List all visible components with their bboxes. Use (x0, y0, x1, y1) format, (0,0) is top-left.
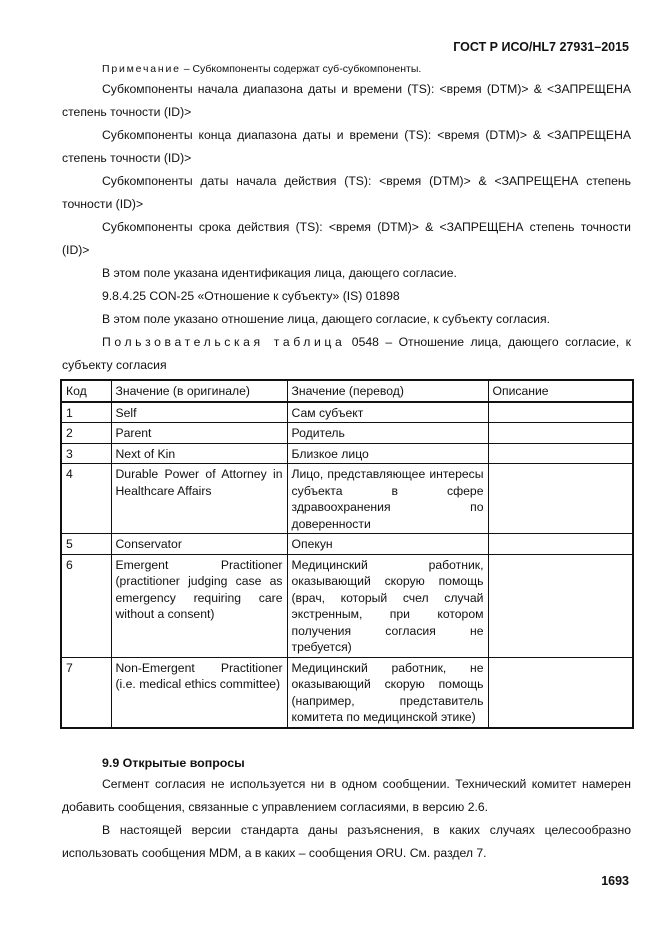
cell-original: Next of Kin (111, 443, 287, 464)
paragraph-identification: В этом поле указана идентификация лица, дающего согласие. (102, 266, 457, 280)
cell-translation: Опекун (287, 534, 488, 555)
cell-code: 3 (61, 443, 111, 464)
cell-description (488, 554, 633, 657)
cell-description (488, 464, 633, 534)
table-caption (62, 331, 631, 377)
cell-code: 2 (61, 423, 111, 444)
table-row (61, 464, 633, 534)
paragraph-action-term: Субкомпоненты срока действия (TS): <время (DTM)> & <ЗАПРЕЩЕНА степень точности (ID)> (62, 220, 631, 257)
section-heading: 9.9 Открытые вопросы (102, 755, 245, 770)
cell-original: Emergent Practitioner (practitioner judging case as emergency requiring care without a consent) (111, 554, 287, 657)
cell-code: 6 (61, 554, 111, 657)
cell-code: 4 (61, 464, 111, 534)
cell-original: Non-Emergent Practitioner (i.e. medical ethics committee) (111, 657, 287, 728)
header-translation: Значение (перевод) (287, 380, 488, 402)
cell-translation: Медицинский работник, не оказывающий скорую помощь (например, представитель комитета по медицинской этике) (287, 657, 488, 728)
note-label: Примечание (102, 63, 181, 75)
table-row (61, 657, 633, 728)
table-row (61, 554, 633, 657)
cell-original: Conservator (111, 534, 287, 555)
cell-description (488, 657, 633, 728)
paragraph-action-start: Субкомпоненты даты начала действия (TS): <время (DTM)> & <ЗАПРЕЩЕНА степень точности (ID)> (62, 174, 631, 211)
cell-original: Parent (111, 423, 287, 444)
paragraph-ts-end: Субкомпоненты конца диапазона даты и времени (TS): <время (DTM)> & <ЗАПРЕЩЕНА степень точности (ID)> (62, 128, 631, 165)
table-header-row (61, 380, 633, 402)
cell-translation: Близкое лицо (287, 443, 488, 464)
note (62, 60, 631, 78)
header-original: Значение (в оригинале) (111, 380, 287, 402)
table-row (61, 534, 633, 555)
table-caption-label: Пользовательская таблица (102, 335, 346, 349)
section-paragraph-1: Сегмент согласия не используется ни в одном сообщении. Технический комитет намерен добавить сообщения, связанные с управлением согласиями, в версию 2.6. (62, 776, 631, 814)
cell-original: Self (111, 402, 287, 423)
document-header: ГОСТ Р ИСО/HL7 27931–2015 (453, 40, 629, 54)
table-row (61, 443, 633, 464)
cell-translation: Медицинский работник, оказывающий скорую помощь (врач, который счел случай экстренным, при котором получения согласия не требуется) (287, 554, 488, 657)
table-row (61, 423, 633, 444)
page-content (62, 60, 631, 865)
cell-translation: Родитель (287, 423, 488, 444)
header-description: Описание (488, 380, 633, 402)
cell-code: 1 (61, 402, 111, 423)
table-row (61, 402, 633, 423)
cell-description (488, 534, 633, 555)
note-text: – Субкомпоненты содержат суб-субкомпоненты. (180, 63, 422, 75)
paragraph-ts-start: Субкомпоненты начала диапазона даты и времени (TS): <время (DTM)> & <ЗАПРЕЩЕНА степень точности (ID)> (62, 82, 631, 119)
relationship-table (60, 379, 634, 729)
paragraph-con25-title: 9.8.4.25 CON-25 «Отношение к субъекту» (IS) 01898 (102, 289, 400, 303)
cell-description (488, 423, 633, 444)
page-number: 1693 (601, 874, 629, 888)
paragraph-relationship: В этом поле указано отношение лица, дающего согласие, к субъекту согласия. (102, 312, 550, 326)
table-caption-text: 0548 – Отношение лица, дающего согласие, к субъекту согласия (62, 335, 631, 372)
cell-code: 5 (61, 534, 111, 555)
section-paragraph-2: В настоящей версии стандарта даны разъяснения, в каких случаях целесообразно использовать сообщения MDM, а в каких – сообщения ORU. См. раздел 7. (62, 822, 631, 860)
cell-code: 7 (61, 657, 111, 728)
cell-description (488, 443, 633, 464)
cell-translation: Лицо, представляющее интересы субъекта в сфере здравоохранения по доверенности (287, 464, 488, 534)
cell-translation: Сам субъект (287, 402, 488, 423)
cell-original: Durable Power of Attorney in Healthcare Affairs (111, 464, 287, 534)
cell-description (488, 402, 633, 423)
header-code: Код (61, 380, 111, 402)
